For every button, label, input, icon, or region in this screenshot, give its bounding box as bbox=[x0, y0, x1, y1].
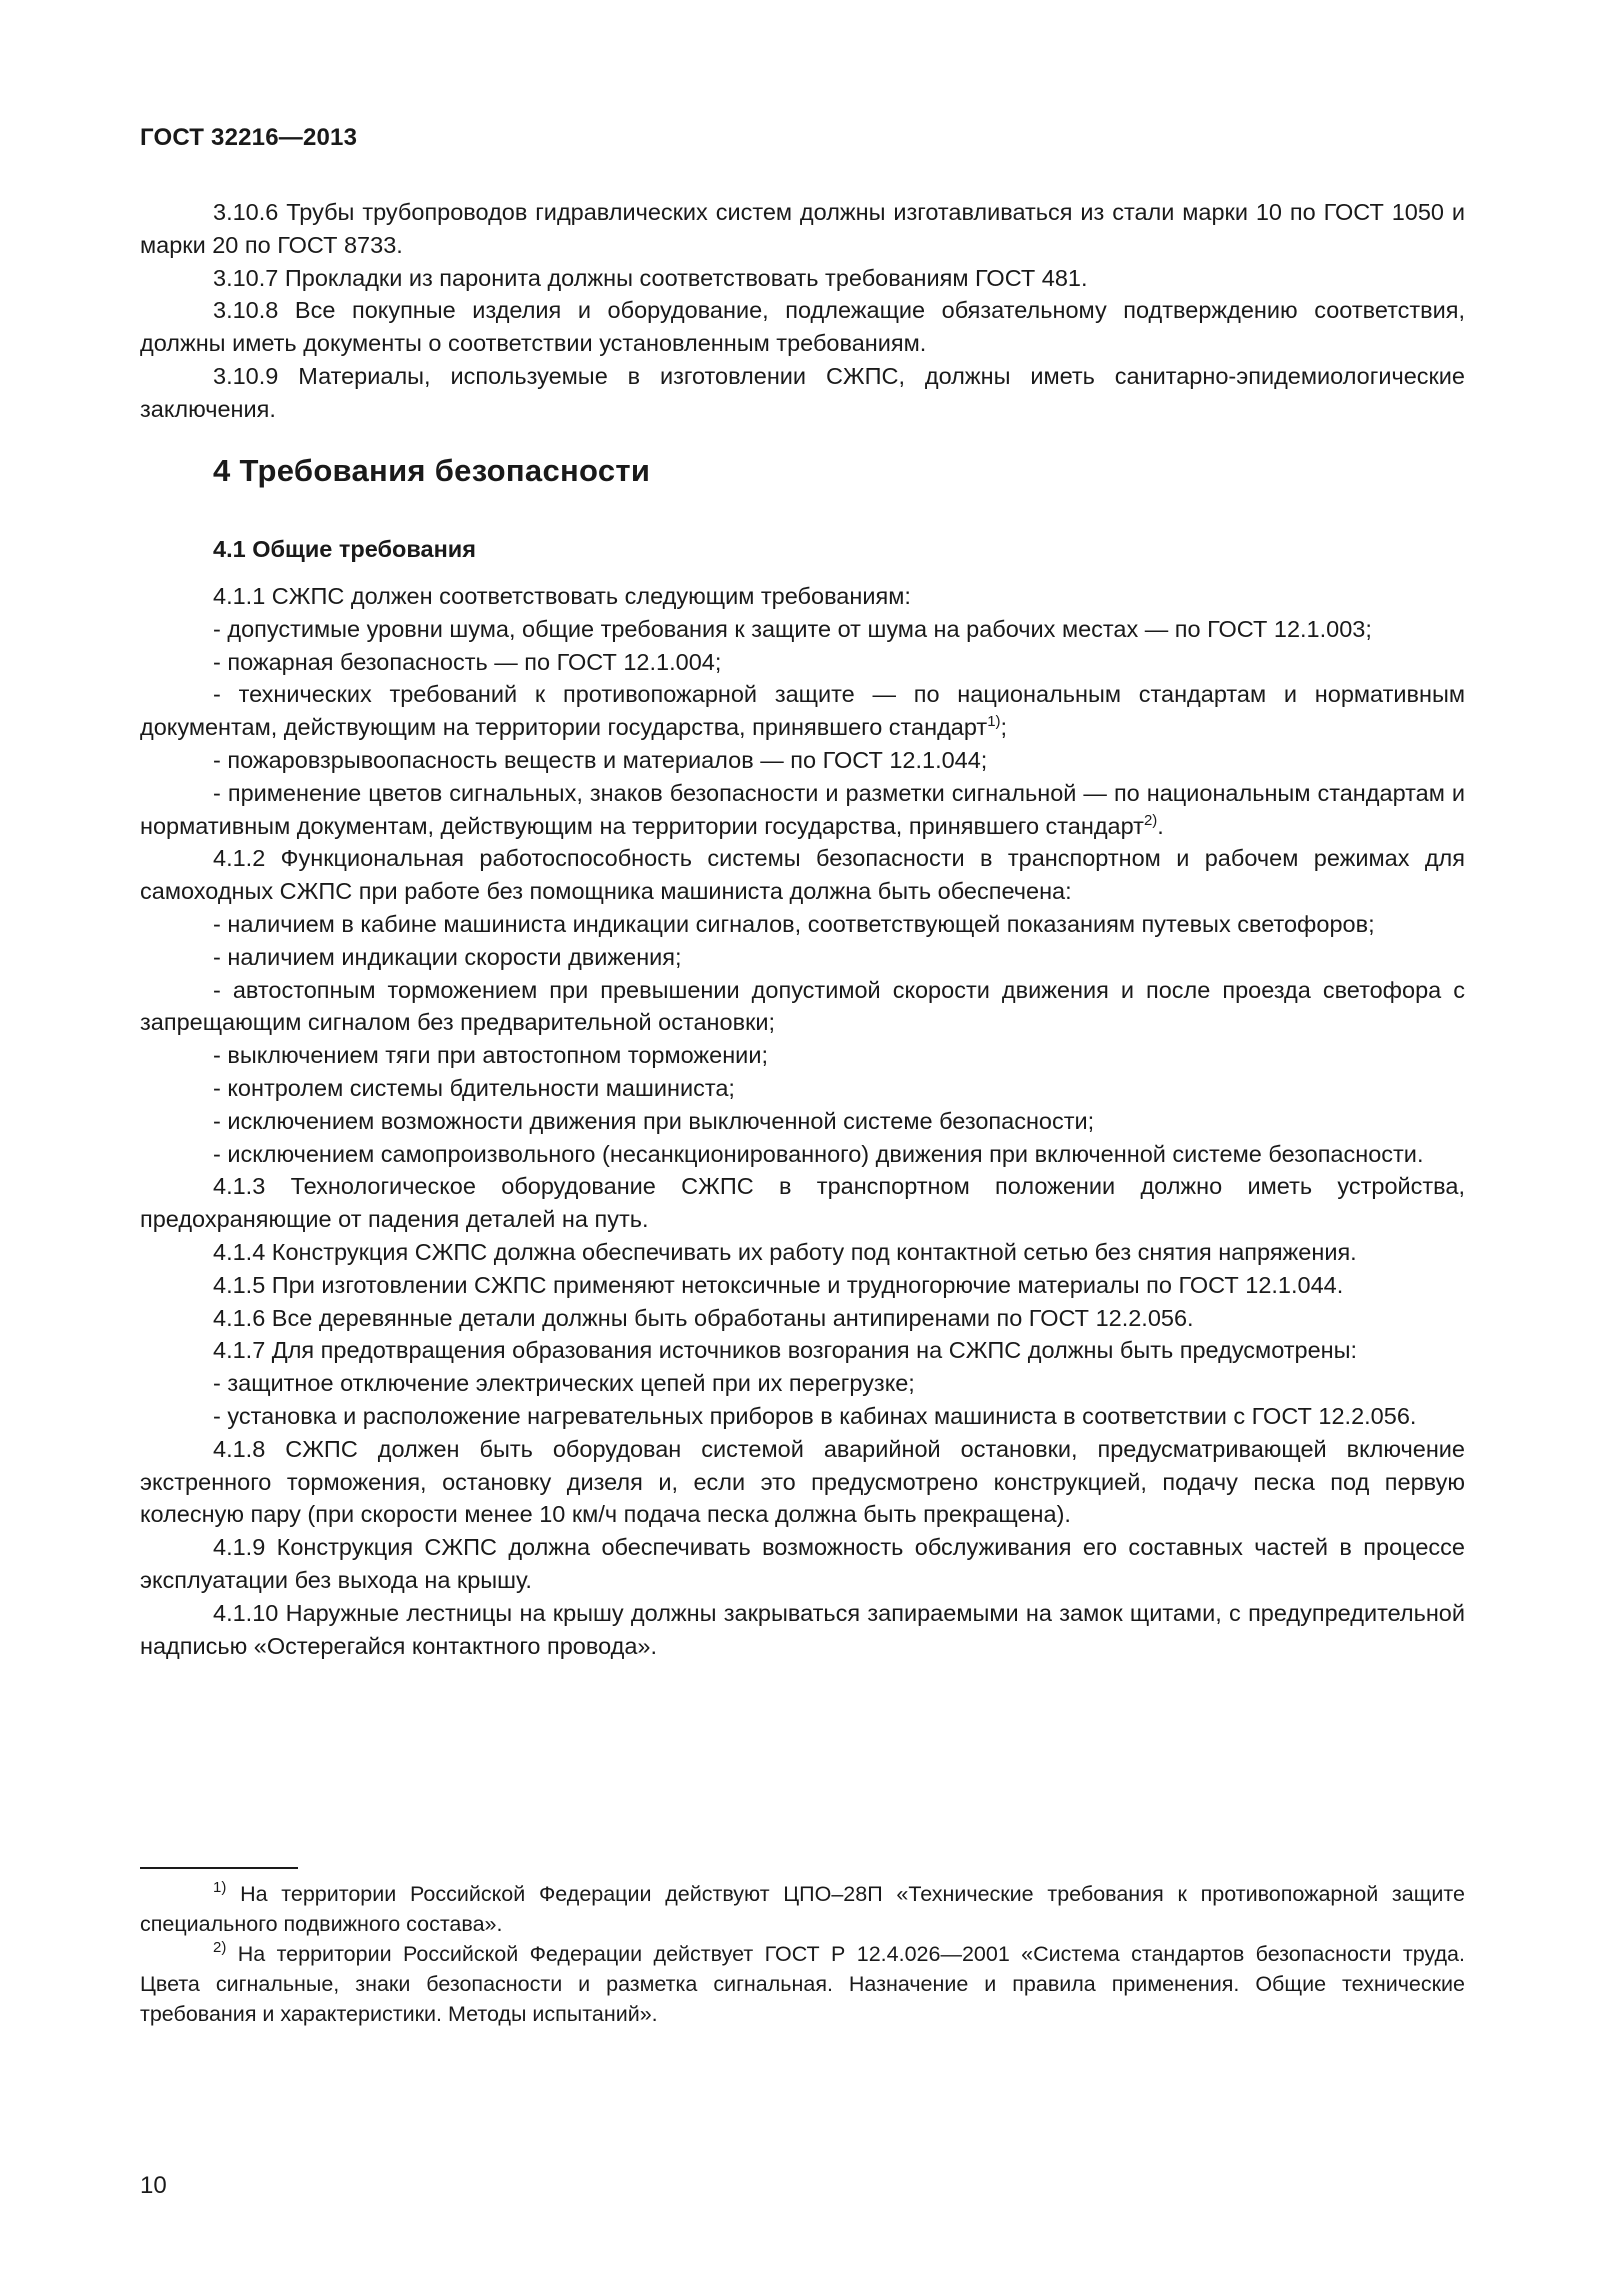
list-item: - автостопным торможением при превышении допустимой скорости движения и после проезда светофора с запрещающим сигналом без предварительной остановки; bbox=[140, 976, 1465, 1036]
standard-header: ГОСТ 32216—2013 bbox=[140, 124, 358, 151]
list-item bbox=[140, 777, 1465, 843]
footnote-ref[interactable]: 1) bbox=[987, 713, 1001, 731]
subsection-title: 4.1 Общие требования bbox=[213, 536, 476, 562]
clause-3-10-8: 3.10.8 Все покупные изделия и оборудование, подлежащие обязательному подтверждению соответствия, должны иметь документы о соответствии установленным требованиям. bbox=[140, 297, 1465, 357]
intro-clauses bbox=[140, 196, 1465, 426]
list-item: - наличием индикации скорости движения; bbox=[213, 943, 682, 970]
clause-4-1-4: 4.1.4 Конструкция СЖПС должна обеспечивать их работу под контактной сетью без снятия напряжения. bbox=[213, 1238, 1357, 1265]
footnotes bbox=[140, 1879, 1465, 2029]
clause-4-1-8: 4.1.8 СЖПС должен быть оборудован системой аварийной остановки, предусматривающей включение экстренного торможения, остановку дизеля и, если это предусмотрено конструкцией, подачу песка под первую колесную пару (при скорости менее 10 км/ч подача песка должна быть прекращена). bbox=[140, 1435, 1465, 1528]
clause-4-1-3: 4.1.3 Технологическое оборудование СЖПС в транспортном положении должно иметь устройства, предохраняющие от падения деталей на путь. bbox=[140, 1173, 1465, 1233]
clause-4-1-5: 4.1.5 При изготовлении СЖПС применяют нетоксичные и трудногорючие материалы по ГОСТ 12.1.044. bbox=[213, 1271, 1344, 1298]
footnote-divider bbox=[140, 1867, 298, 1869]
footnote-text: На территории Российской Федерации действует ГОСТ Р 12.4.026—2001 «Система стандартов безопасности труда. Цвета сигнальные, знаки безопасности и разметка сигнальная. Назначение и правила применения. Общие технические требования и характеристики. Методы испытаний». bbox=[140, 1942, 1465, 2026]
clause-3-10-7: 3.10.7 Прокладки из паронита должны соответствовать требованиям ГОСТ 481. bbox=[213, 264, 1088, 291]
list-item: - выключением тяги при автостопном торможении; bbox=[213, 1042, 768, 1069]
list-item: - пожаровзрывоопасность веществ и материалов — по ГОСТ 12.1.044; bbox=[213, 746, 988, 773]
list-item: - исключением самопроизвольного (несанкционированного) движения при включенной системе безопасности. bbox=[213, 1140, 1424, 1167]
footnote-marker: 2) bbox=[213, 1939, 227, 1956]
footnote-2 bbox=[140, 1939, 1465, 2029]
list-item-text: - технических требований к противопожарной защите — по национальным стандартам и нормативным документам, действующим на территории государства, принявшего стандарт bbox=[140, 681, 1465, 741]
footnote-text: На территории Российской Федерации действуют ЦПО–28П «Технические требования к противопожарной защите специального подвижного состава». bbox=[140, 1882, 1465, 1936]
clause-4-1-7: 4.1.7 Для предотвращения образования источников возгорания на СЖПС должны быть предусмотрены: bbox=[213, 1337, 1358, 1364]
list-item: - контролем системы бдительности машиниста; bbox=[213, 1074, 735, 1101]
list-item: - защитное отключение электрических цепей при их перегрузке; bbox=[213, 1370, 915, 1397]
list-item bbox=[140, 678, 1465, 744]
clause-3-10-9: 3.10.9 Материалы, используемые в изготовлении СЖПС, должны иметь санитарно-эпидемиологические заключения. bbox=[140, 362, 1465, 422]
list-item-tail: ; bbox=[1000, 714, 1008, 741]
section-body bbox=[140, 580, 1465, 1662]
list-item: - допустимые уровни шума, общие требования к защите от шума на рабочих местах — по ГОСТ 12.1.003; bbox=[213, 615, 1372, 642]
footnote-marker: 1) bbox=[213, 1879, 227, 1896]
page-number: 10 bbox=[140, 2172, 167, 2199]
list-item: - наличием в кабине машиниста индикации сигналов, соответствующей показаниям путевых светофоров; bbox=[213, 910, 1375, 937]
clause-4-1-2: 4.1.2 Функциональная работоспособность системы безопасности в транспортном и рабочем режимах для самоходных СЖПС при работе без помощника машиниста должна быть обеспечена: bbox=[140, 845, 1465, 905]
clause-4-1-6: 4.1.6 Все деревянные детали должны быть обработаны антипиренами по ГОСТ 12.2.056. bbox=[213, 1304, 1194, 1331]
list-item: - пожарная безопасность — по ГОСТ 12.1.004; bbox=[213, 648, 722, 675]
footnote-1 bbox=[140, 1879, 1465, 1939]
clause-4-1-9: 4.1.9 Конструкция СЖПС должна обеспечивать возможность обслуживания его составных частей в процессе эксплуатации без выхода на крышу. bbox=[140, 1534, 1465, 1593]
clause-4-1-10: 4.1.10 Наружные лестницы на крышу должны закрываться запираемыми на замок щитами, с предупредительной надписью «Остерегайся контактного провода». bbox=[140, 1599, 1465, 1659]
footnote-ref[interactable]: 2) bbox=[1143, 811, 1158, 829]
section-title: 4 Требования безопасности bbox=[213, 453, 651, 488]
list-item: - установка и расположение нагревательных приборов в кабинах машиниста в соответствии с ГОСТ 12.2.056. bbox=[213, 1402, 1417, 1429]
list-item-text: - применение цветов сигнальных, знаков безопасности и разметки сигнальной — по национальным стандартам и нормативным документам, действующим на территории государства, принявшего стандарт bbox=[140, 779, 1465, 839]
clause-4-1-1: 4.1.1 СЖПС должен соответствовать следующим требованиям: bbox=[213, 583, 911, 609]
clause-3-10-6: 3.10.6 Трубы трубопроводов гидравлических систем должны изготавливаться из стали марки 10 по ГОСТ 1050 и марки 20 по ГОСТ 8733. bbox=[140, 199, 1465, 258]
list-item-tail: . bbox=[1157, 812, 1164, 839]
list-item: - исключением возможности движения при выключенной системе безопасности; bbox=[213, 1107, 1095, 1134]
